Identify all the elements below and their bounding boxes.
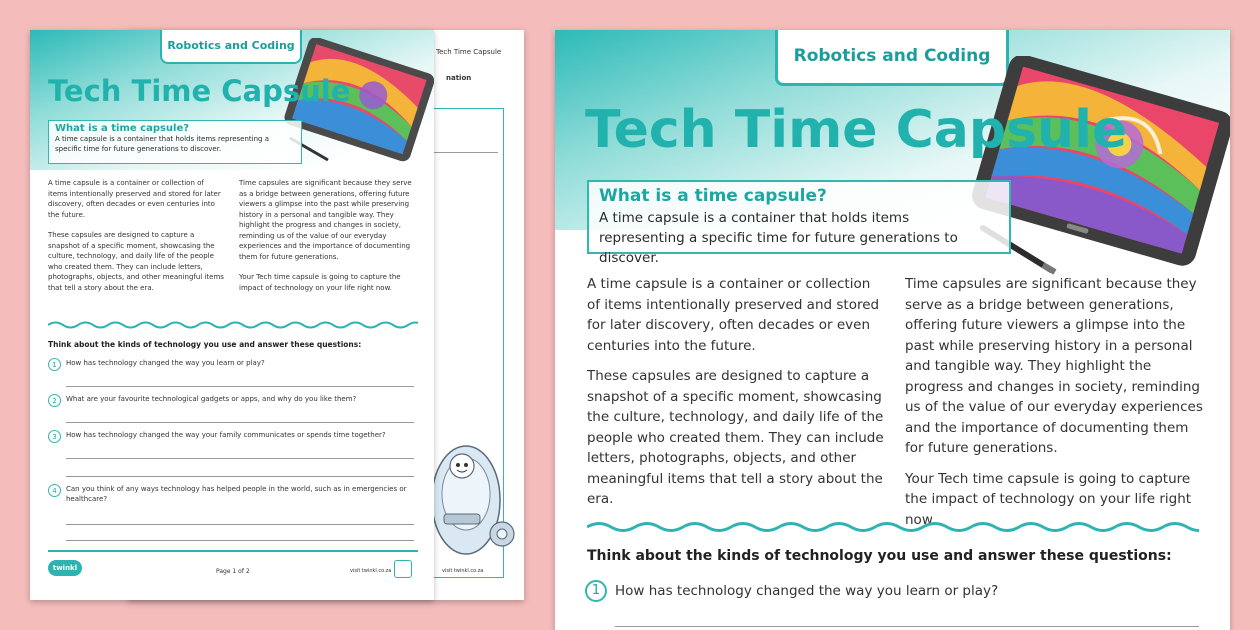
question-item — [585, 580, 1205, 602]
answer-line — [66, 476, 414, 477]
paragraph: Time capsules are significant because they serve as a bridge between generations, offering future viewers a glimpse into the past while preserving history in a personal and tangible way. They highlight the progress and changes in society, reminding us of the value of our everyday experiences and the importance of documenting them for future generations. — [239, 179, 412, 261]
question-number: 3 — [48, 430, 61, 443]
paragraph: Your Tech time capsule is going to capture the impact of technology on your life right now. — [905, 470, 1192, 528]
footer-rule — [48, 550, 418, 552]
question-prompt: Think about the kinds of technology you use and answer these questions: — [48, 340, 362, 349]
question-number: 1 — [585, 580, 607, 602]
answer-line — [66, 422, 414, 423]
paragraph: Your Tech time capsule is going to capture the impact of technology on your life right now. — [239, 273, 401, 292]
definition-box — [48, 120, 302, 164]
right-column — [905, 274, 1203, 540]
question-number: 2 — [48, 394, 61, 407]
page-title: Tech Time Capsule — [585, 100, 1128, 160]
left-column — [48, 178, 224, 303]
definition-box — [587, 180, 1011, 266]
answer-line — [615, 626, 1199, 627]
wave-divider — [48, 320, 418, 330]
question-text: What are your favourite technological gadgets or apps, and why do you like them? — [66, 395, 357, 403]
definition-text: A time capsule is a container that holds items representing a specific time for future generations to discover. — [55, 135, 270, 153]
question-text: How has technology changed the way you learn or play? — [615, 583, 999, 599]
front-page-thumbnail — [30, 30, 434, 600]
topic-tab: Robotics and Coding — [775, 30, 1009, 86]
question-prompt: Think about the kinds of technology you use and answer these questions: — [587, 548, 1172, 564]
back-page-header: Tech Time Capsule — [436, 48, 502, 56]
paragraph: A time capsule is a container or collection of items intentionally preserved and stored for later discovery, often decades or even centuries into the future. — [48, 179, 221, 219]
question-text: How has technology changed the way you learn or play? — [66, 359, 265, 367]
answer-line — [428, 152, 498, 153]
question-number: 4 — [48, 484, 61, 497]
robot-illustration — [428, 428, 518, 558]
main-page — [555, 30, 1230, 630]
question-item — [48, 484, 408, 504]
paragraph: These capsules are designed to capture a snapshot of a specific moment, showcasing the culture, technology, and daily life of the people who created them. They can include letters, photographs, objects, and other meaningful items that tell a story about the era. — [587, 368, 884, 507]
question-number: 1 — [48, 358, 61, 371]
twinkl-logo: twinkl — [48, 560, 82, 576]
question-text: How has technology changed the way your family communicates or spends time together? — [66, 431, 386, 439]
right-column — [239, 178, 417, 303]
question-item — [48, 430, 418, 443]
paragraph: Time capsules are significant because they serve as a bridge between generations, offering future viewers a glimpse into the past while preserving history in a personal and tangible way. They highlight the progress and changes in society, reminding us of the value of our everyday experiences and the importance of documenting them for future generations. — [905, 276, 1203, 456]
footer-url: visit twinkl.co.za — [350, 568, 392, 574]
wave-divider — [587, 520, 1199, 534]
paragraph: A time capsule is a container or collection of items intentionally preserved and stored for later discovery, often decades or even centuries into the future. — [587, 276, 880, 354]
answer-line — [66, 540, 414, 541]
page-label: Page 1 of 2 — [216, 568, 250, 575]
answer-line — [66, 524, 414, 525]
question-text: Can you think of any ways technology has helped people in the world, such as in emergencies or healthcare? — [66, 485, 407, 503]
back-footer-url: visit twinkl.co.za — [442, 568, 484, 574]
topic-tab: Robotics and Coding — [160, 30, 302, 64]
definition-heading: What is a time capsule? — [599, 186, 827, 206]
answer-line — [66, 386, 414, 387]
question-item — [48, 394, 418, 407]
back-page-subheading: nation — [446, 74, 472, 82]
definition-text: A time capsule is a container that holds items representing a specific time for future generations to discover. — [599, 210, 958, 266]
page-title: Tech Time Capsule — [48, 74, 351, 108]
quality-badge-icon — [394, 560, 412, 578]
left-column — [587, 274, 887, 520]
paragraph: These capsules are designed to capture a snapshot of a specific moment, showcasing the culture, technology, and daily life of the people who created them. They can include letters, photographs, objects, and other meaningful items that tell a story about the era. — [48, 231, 224, 292]
definition-heading: What is a time capsule? — [55, 123, 190, 134]
question-item — [48, 358, 418, 371]
answer-line — [66, 458, 414, 459]
